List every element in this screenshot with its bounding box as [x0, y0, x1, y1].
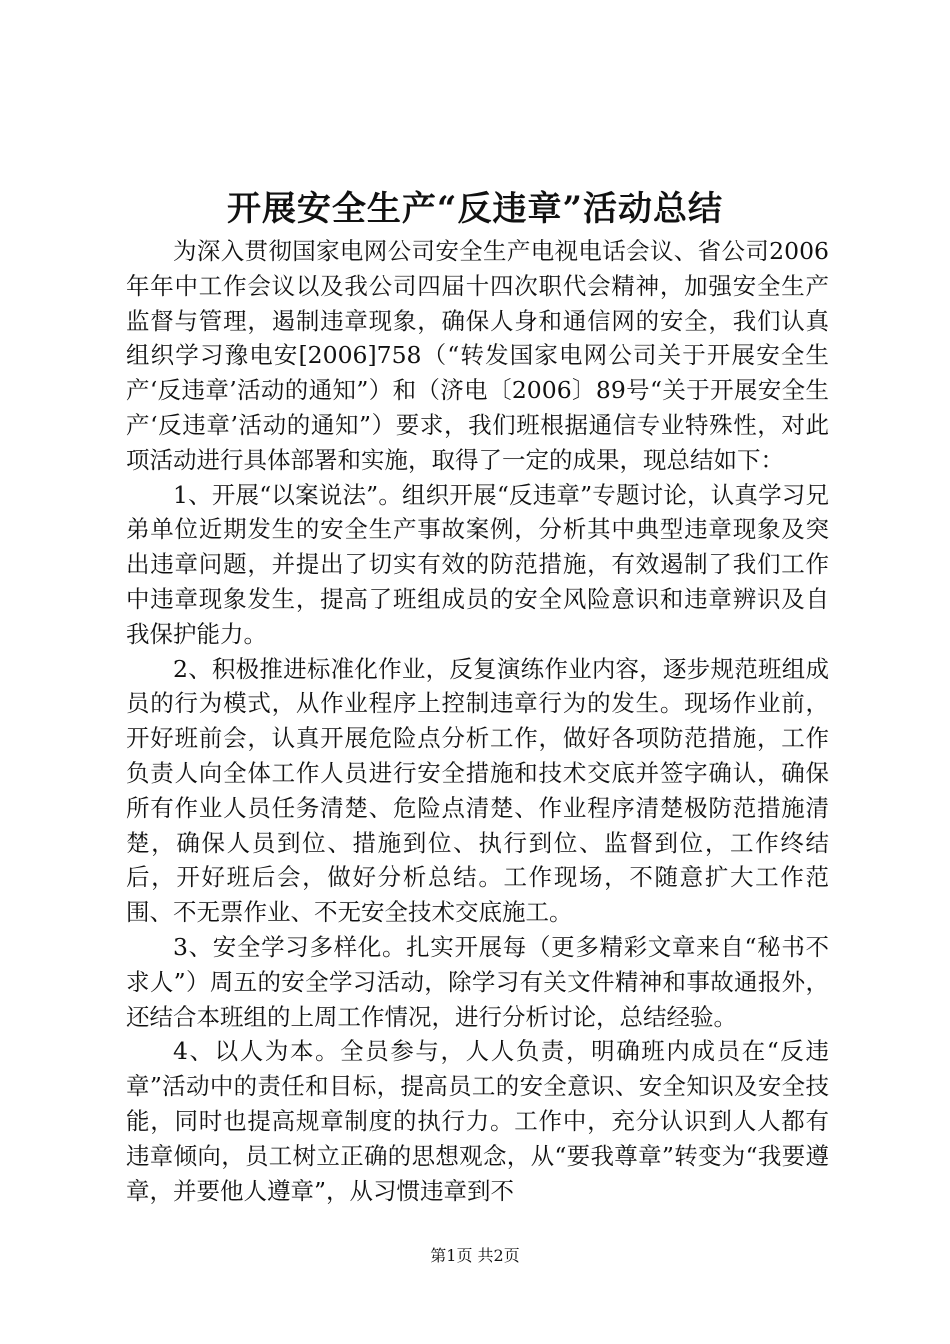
paragraph-item-2: 2、积极推进标准化作业，反复演练作业内容，逐步规范班组成员的行为模式，从作业程序上控制违章行为的发生。现场作业前，开好班前会，认真开展危险点分析工作，做好各项防范措施，工作负责人向全体工作人员进行安全措施和技术交底并签字确认，确保所有作业人员任务清楚、危险点清楚、作业程序清楚极防范措施清楚，确保人员到位、措施到位、执行到位、监督到位，工作终结后，开好班后会，做好分析总结。工作现场，不随意扩大工作范围、不无票作业、不无安全技术交底施工。: [126, 654, 829, 927]
document-body: [126, 234, 829, 1208]
paragraph-item-4: 4、以人为本。全员参与，人人负责，明确班内成员在“反违章”活动中的责任和目标，提高员工的安全意识、安全知识及安全技能，同时也提高规章制度的执行力。工作中，充分认识到人人都有违章倾向，员工树立正确的思想观念，从“要我尊章”转变为“我要遵章，并要他人遵章”，从习惯违章到不: [126, 1037, 829, 1205]
paragraph-item-3: 3、安全学习多样化。扎实开展每（更多精彩文章来自“秘书不求人”）周五的安全学习活动，除学习有关文件精神和事故通报外，还结合本班组的上周工作情况，进行分析讨论，总结经验。: [126, 932, 829, 1031]
paragraph-intro: 为深入贯彻国家电网公司安全生产电视电话会议、省公司2006年年中工作会议以及我公司四届十四次职代会精神，加强安全生产监督与管理，遏制违章现象，确保人身和通信网的安全，我们认真组织学习豫电安[2006]758（“转发国家电网公司关于开展安全生产‘反违章’活动的通知”）和（济电〔2006〕89号“关于开展安全生产‘反违章’活动的通知”）要求，我们班根据通信专业特殊性，对此项活动进行具体部署和实施，取得了一定的成果，现总结如下：: [126, 237, 829, 474]
page-number-footer: 第1页 共2页: [430, 1246, 520, 1265]
document-title: 开展安全生产“反违章”活动总结: [226, 189, 724, 229]
paragraph-item-1: 1、开展“以案说法”。组织开展“反违章”专题讨论，认真学习兄弟单位近期发生的安全生产事故案例，分析其中典型违章现象及突出违章问题，并提出了切实有效的防范措施，有效遏制了我们工作中违章现象发生，提高了班组成员的安全风险意识和违章辨识及自我保护能力。: [126, 480, 829, 648]
